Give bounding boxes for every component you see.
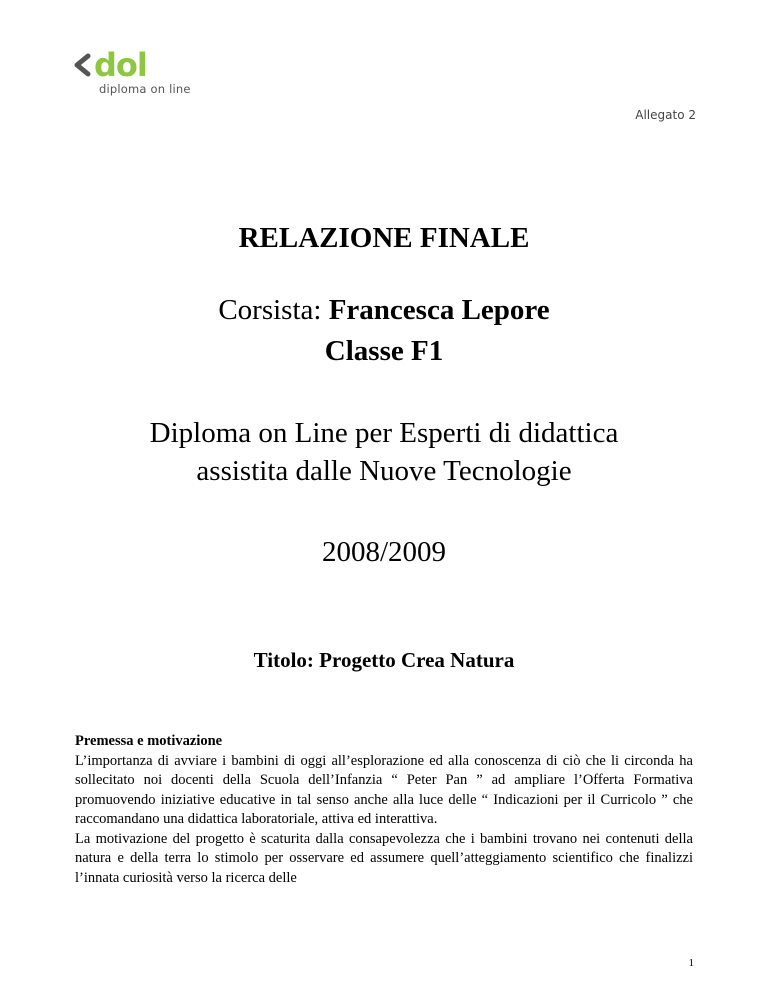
paragraph-importance: L’importanza di avviare i bambini di oggi all’esplorazione ed alla conoscenza di ciò che li circonda ha sollecitato noi docenti della Scuola dell’Infanzia “ Peter Pan ” ad ampliare l’Offerta Formativa promuovendo iniziative educative in tal senso anche alla luce delle “ Indicazioni per il Curricolo ” che raccomandano una didattica laboratoriale, attiva ed interattiva. (75, 752, 693, 827)
course-line-1: Diploma on Line per Esperti di didattica (149, 417, 619, 449)
logo-word: dol (94, 46, 147, 84)
course-name (0, 414, 768, 490)
project-title: Titolo: Progetto Crea Natura (253, 648, 515, 672)
section-heading: Premessa e motivazione (75, 733, 223, 749)
student-label: Corsista: (218, 294, 329, 326)
paragraph-motivation: La motivazione del progetto è scaturita dalla consapevolezza che i bambini trovano nei contenuti della natura e della terra lo stimolo per osservare ed assumere quell’atteggiamento scientifico che finalizzi l’innata curiosità verso la ricerca delle (75, 830, 693, 886)
chevron-left-icon (72, 52, 92, 78)
student-line (0, 293, 768, 327)
intro-section (75, 732, 693, 888)
class-label: Classe F1 (324, 335, 444, 367)
dol-logo (72, 48, 222, 98)
attachment-label: Allegato 2 (635, 108, 696, 122)
academic-year: 2008/2009 (321, 536, 447, 568)
logo-tagline: diploma on line (99, 82, 191, 96)
student-name: Francesca Lepore (328, 294, 550, 326)
logo-mark (72, 48, 147, 82)
report-title: RELAZIONE FINALE (238, 222, 530, 254)
page-number: 1 (688, 957, 694, 969)
course-line-2: assistita dalle Nuove Tecnologie (196, 455, 572, 487)
